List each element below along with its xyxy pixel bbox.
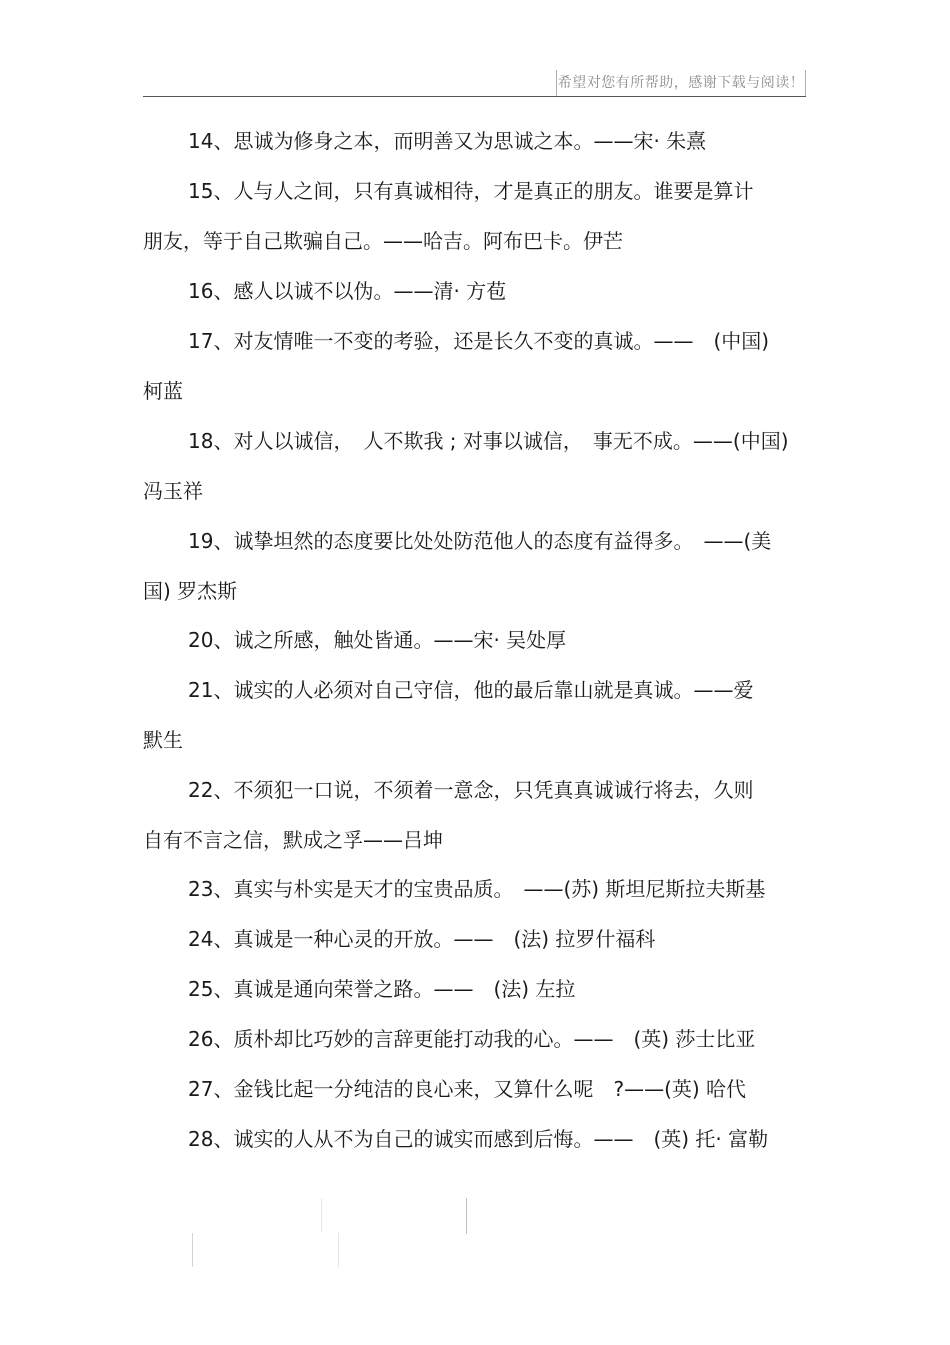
quote-line: 19、诚挚坦然的态度要比处处防范他人的态度有益得多。 ——(美 xyxy=(188,529,772,553)
scan-mark xyxy=(338,1233,339,1267)
header-rule xyxy=(143,96,806,97)
scan-mark xyxy=(321,1198,322,1232)
quote-line: 23、真实与朴实是天才的宝贵品质。 ——(苏) 斯坦尼斯拉夫斯基 xyxy=(188,877,766,901)
quote-line: 国) 罗杰斯 xyxy=(143,579,238,603)
quote-line: 22、不须犯一口说，不须着一意念，只凭真真诚诚行将去，久则 xyxy=(188,778,754,802)
scan-mark xyxy=(466,1198,467,1234)
quote-line: 27、金钱比起一分纯洁的良心来，又算什么呢 ?——(英) 哈代 xyxy=(188,1077,747,1101)
quote-line: 15、人与人之间，只有真诚相待，才是真正的朋友。谁要是算计 xyxy=(188,179,754,203)
quote-line: 16、感人以诚不以伪。——清· 方苞 xyxy=(188,279,507,303)
quote-line: 默生 xyxy=(143,728,183,752)
quote-line: 26、质朴却比巧妙的言辞更能打动我的心。—— (英) 莎士比亚 xyxy=(188,1027,756,1051)
quote-line: 自有不言之信，默成之孚——吕坤 xyxy=(143,828,443,852)
quote-line: 20、诚之所感，触处皆通。——宋· 吴处厚 xyxy=(188,628,567,652)
quote-line: 28、诚实的人从不为自己的诚实而感到后悔。—— (英) 托· 富勒 xyxy=(188,1127,769,1151)
quote-line: 冯玉祥 xyxy=(143,479,203,503)
quote-line: 24、真诚是一种心灵的开放。—— (法) 拉罗什福科 xyxy=(188,927,656,951)
quote-line: 25、真诚是通向荣誉之路。—— (法) 左拉 xyxy=(188,977,576,1001)
quote-line: 21、诚实的人必须对自己守信，他的最后靠山就是真诚。——爱 xyxy=(188,678,754,702)
header-note: 希望对您有所帮助，感谢下载与阅读！ xyxy=(556,70,806,96)
quote-line: 18、对人以诚信， 人不欺我 ; 对事以诚信， 事无不成。——(中国) xyxy=(188,429,789,453)
quote-line: 朋友，等于自己欺骗自己。——哈吉。阿布巴卡。伊芒 xyxy=(143,229,623,253)
quote-line: 柯蓝 xyxy=(143,379,183,403)
quote-line: 14、思诚为修身之本，而明善又为思诚之本。——宋· 朱熹 xyxy=(188,129,707,153)
quote-line: 17、对友情唯一不变的考验，还是长久不变的真诚。—— (中国) xyxy=(188,329,770,353)
scan-mark xyxy=(192,1233,193,1267)
